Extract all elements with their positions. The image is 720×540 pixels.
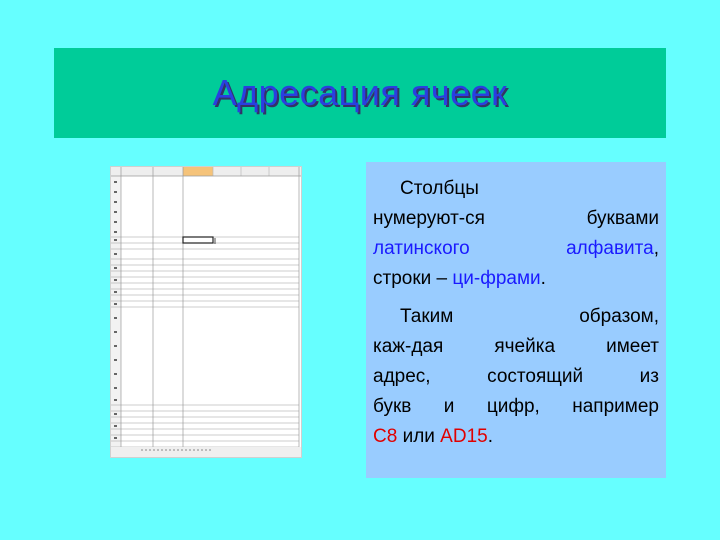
p2-line2-b: ячейка: [494, 336, 556, 357]
description-text-box: [366, 162, 666, 478]
p1-line4-c: .: [540, 268, 546, 289]
p2-line4-a: букв: [373, 396, 412, 417]
paragraph-columns-rows: [373, 174, 659, 294]
spreadsheet-grid-graphic: [111, 167, 301, 457]
paragraph-address-explanation: [373, 302, 659, 452]
p2-line4-b: и: [443, 396, 455, 417]
p2-line4-d: например: [572, 396, 659, 417]
p2-line5-or: или: [397, 426, 441, 447]
p2-line5-end: .: [487, 426, 493, 447]
p2-line1-a: Таким: [400, 306, 454, 327]
p1-line1: Столбцы: [400, 178, 479, 199]
p2-line1-b: образом,: [579, 306, 659, 327]
p1-line3-a: латинского: [373, 238, 470, 259]
p2-example-c8: C8: [373, 426, 398, 447]
p2-line2-a: каж-дая: [373, 336, 444, 357]
title-bar: [54, 48, 666, 138]
p1-line3-c: ,: [653, 238, 659, 259]
p1-line3-b: алфавита: [566, 238, 654, 259]
p2-line3-c: из: [639, 366, 659, 387]
p2-line4-c: цифр,: [486, 396, 540, 417]
p2-line2-c: имеет: [606, 336, 659, 357]
p2-line3-b: состоящий: [487, 366, 584, 387]
p1-line2-a: нумеруют-ся: [373, 208, 485, 229]
p1-line4-b: ци-фрами: [452, 268, 541, 289]
slide-title: Адресация ячеек: [212, 72, 508, 113]
spreadsheet-image: [110, 166, 302, 458]
p1-line2-b: буквами: [586, 208, 659, 229]
p1-line4-a: строки –: [373, 268, 453, 289]
p2-line3-a: адрес,: [373, 366, 431, 387]
p2-example-ad15: AD15: [440, 426, 488, 447]
